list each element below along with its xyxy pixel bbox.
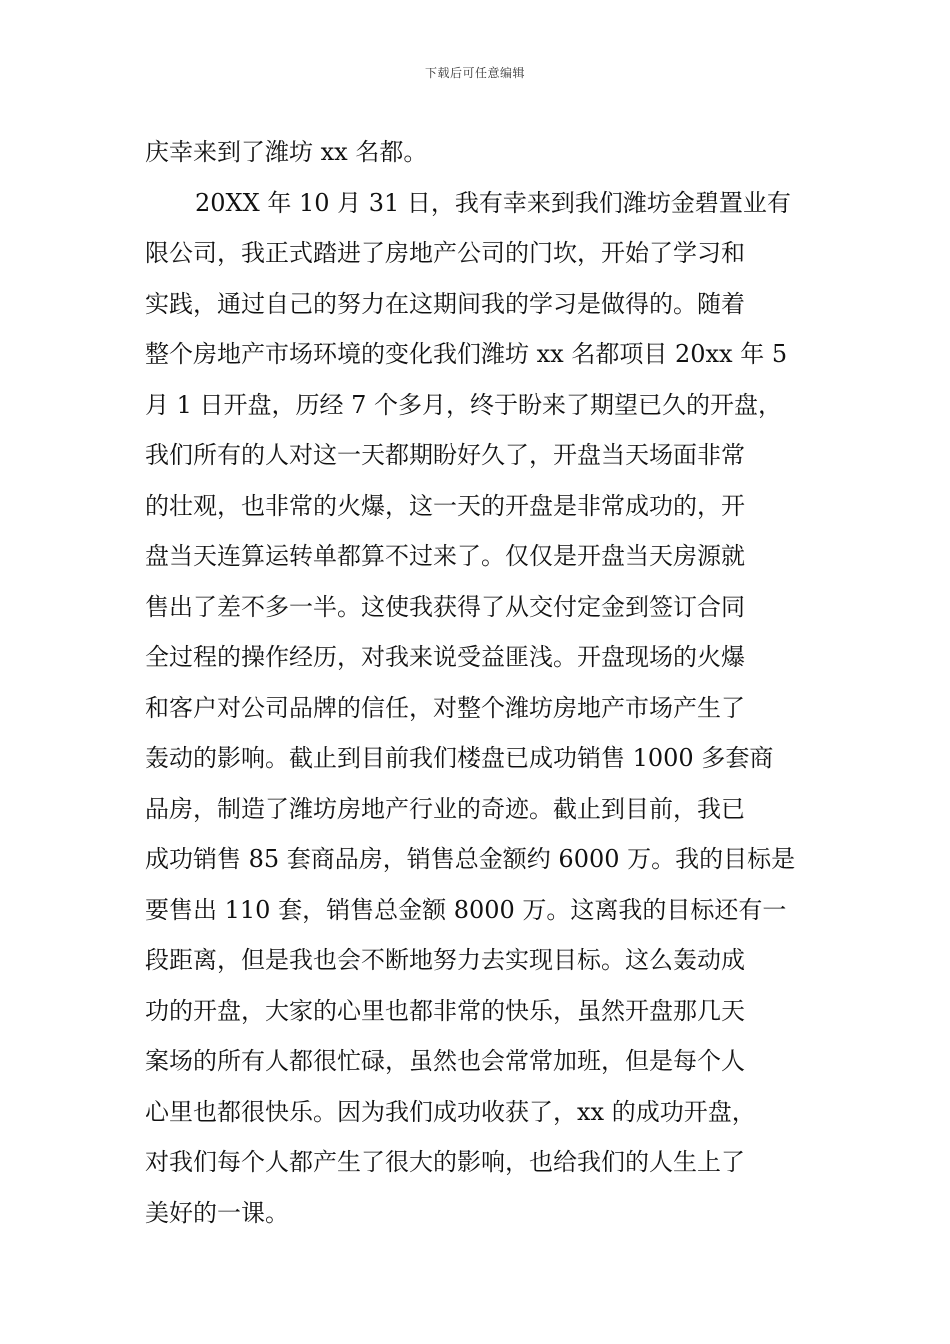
text-line: 轰动的影响。截止到目前我们楼盘已成功销售 1000 多套商 — [145, 744, 774, 772]
text-line: 实践，通过自己的努力在这期间我的学习是做得的。随着 — [145, 289, 745, 318]
text-line: 我们所有的人对这一天都期盼好久了，开盘当天场面非常 — [145, 441, 745, 469]
text-line: 美好的一课。 — [145, 1198, 289, 1227]
text-line: 和客户对公司品牌的信任，对整个潍坊房地产市场产生了 — [145, 693, 745, 722]
document-body — [145, 127, 810, 1238]
text-line: 全过程的操作经历，对我来说受益匪浅。开盘现场的火爆 — [145, 643, 745, 671]
paragraph-first-line: 20XX 年 10 月 31 日，我有幸来到我们潍坊金碧置业有 — [195, 188, 791, 217]
text-line: 功的开盘，大家的心里也都非常的快乐，虽然开盘那几天 — [145, 996, 745, 1025]
text-line: 心里也都很快乐。因为我们成功收获了，xx 的成功开盘， — [145, 1097, 756, 1126]
text-line: 品房，制造了潍坊房地产行业的奇迹。截止到目前，我已 — [145, 794, 745, 823]
page-header: 下载后可任意编辑 — [424, 66, 525, 80]
text-line: 案场的所有人都很忙碌，虽然也会常常加班，但是每个人 — [145, 1047, 745, 1075]
text-line: 售出了差不多一半。这使我获得了从交付定金到签订合同 — [145, 592, 745, 621]
text-line: 要售出 110 套，销售总金额 8000 万。这离我的目标还有一 — [145, 895, 787, 924]
text-line: 限公司，我正式踏进了房地产公司的门坎，开始了学习和 — [145, 239, 745, 267]
text-line: 的壮观，也非常的火爆，这一天的开盘是非常成功的，开 — [145, 491, 745, 520]
text-line: 成功销售 85 套商品房，销售总金额约 6000 万。我的目标是 — [145, 845, 796, 873]
text-line: 整个房地产市场环境的变化我们潍坊 xx 名都项目 20xx 年 5 — [145, 340, 788, 368]
text-line: 段距离，但是我也会不断地努力去实现目标。这么轰动成 — [145, 946, 745, 974]
text-line: 月 1 日开盘，历经 7 个多月，终于盼来了期望已久的开盘， — [145, 390, 783, 419]
text-line: 对我们每个人都产生了很大的影响，也给我们的人生上了 — [145, 1148, 745, 1176]
text-line: 盘当天连算运转单都算不过来了。仅仅是开盘当天房源就 — [145, 542, 745, 570]
text-line: 庆幸来到了潍坊 xx 名都。 — [145, 138, 428, 166]
